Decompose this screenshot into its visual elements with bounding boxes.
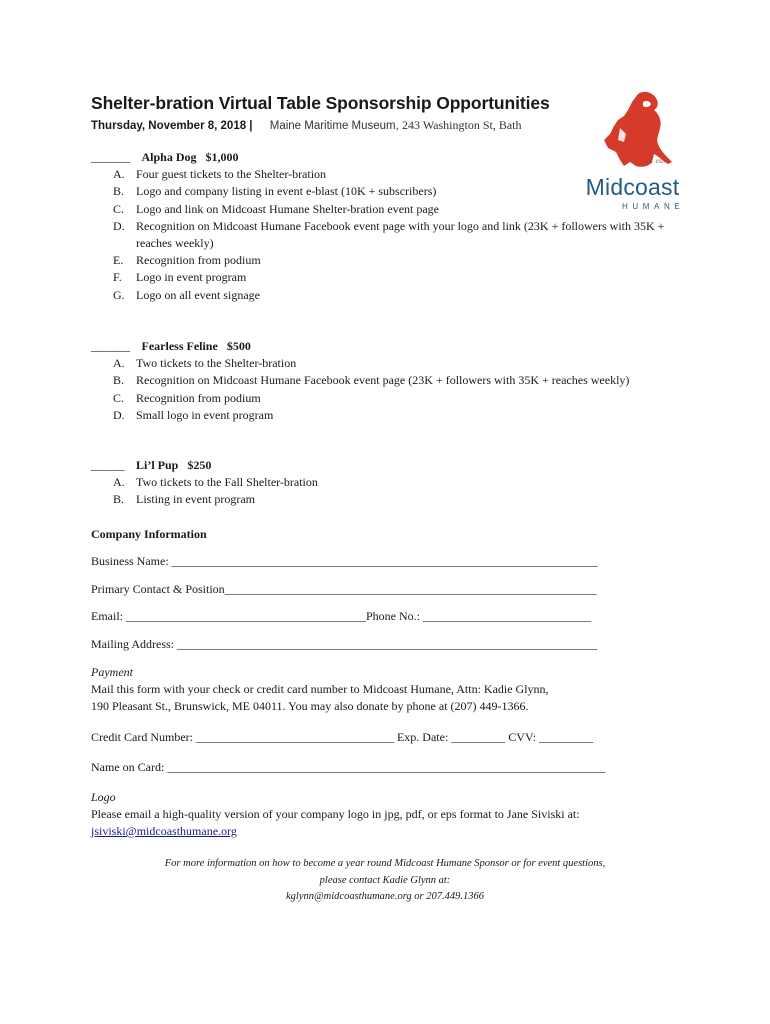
- list-item: [91, 201, 671, 218]
- benefit-list: [91, 166, 671, 304]
- event-venue: Maine Maritime Museum,: [269, 120, 399, 132]
- list-item-text: Four guest tickets to the Shelter-bration: [136, 167, 327, 182]
- logo-subtitle: HUMANE: [622, 202, 685, 211]
- event-date: Thursday, November 8, 2018 |: [91, 120, 253, 132]
- logo-tagline: Est. 1950: [646, 160, 665, 165]
- contact-line: [91, 608, 591, 625]
- mailing-address-field[interactable]: Mailing Address: ______________________________________________________________________: [91, 637, 597, 651]
- logo-wordmark: Midcoast: [585, 174, 680, 200]
- benefit-list: [91, 474, 671, 508]
- payment-heading: Payment: [91, 665, 133, 679]
- event-address: 243 Washington St, Bath: [402, 118, 522, 132]
- credit-card-field[interactable]: Credit Card Number: _________________________________ Exp. Date: _________ CVV: _________: [91, 730, 594, 744]
- list-letter: E.: [113, 253, 124, 268]
- tier-fearless-feline: [91, 338, 671, 424]
- company-info-heading: Company Information: [91, 527, 207, 541]
- tier-lil-pup: [91, 457, 671, 509]
- list-item-text: Logo on all event signage: [136, 287, 260, 302]
- list-item: [91, 166, 671, 183]
- footer-contact: kglynn@midcoasthumane.org or 207.449.1366: [286, 891, 484, 902]
- tier-price: $500: [226, 339, 251, 353]
- list-letter: A.: [113, 167, 125, 182]
- list-letter: G.: [113, 287, 125, 302]
- list-item-text: Logo and link on Midcoast Humane Shelter-bration event page: [136, 201, 440, 216]
- list-letter: C.: [113, 390, 125, 405]
- email-link[interactable]: jsiviski@midcoasthumane.org: [91, 824, 237, 838]
- list-item-text: Recognition from podium: [136, 390, 261, 405]
- tier-name: Li’l Pup: [136, 458, 179, 472]
- list-item-text: Listing in event program: [136, 492, 255, 507]
- tier-price: $1,000: [205, 150, 239, 164]
- list-item: [91, 491, 671, 508]
- list-letter: D.: [113, 218, 125, 233]
- tier-alpha-dog: [91, 149, 671, 304]
- email-field[interactable]: Email: ________________________________________: [91, 609, 366, 623]
- list-letter: F.: [113, 270, 122, 285]
- list-item-text: Two tickets to the Shelter-bration: [136, 356, 297, 371]
- list-item: [91, 372, 671, 389]
- footer-line: please contact Kadie Glynn at:: [319, 874, 451, 886]
- list-letter: A.: [113, 356, 125, 371]
- payment-instructions-line2: 190 Pleasant St., Brunswick, ME 04011. You may also donate by phone at (207) 449-1366.: [91, 699, 529, 713]
- logo-instructions: Please email a high-quality version of your company logo in jpg, pdf, or eps format to Jane Siviski at:: [91, 807, 580, 821]
- tier-heading: [91, 457, 671, 474]
- list-item-text: Two tickets to the Fall Shelter-bration: [136, 475, 318, 490]
- list-item: [91, 252, 671, 269]
- phone-field[interactable]: Phone No.: ____________________________: [366, 609, 591, 623]
- list-item: [91, 407, 671, 424]
- business-name-field[interactable]: Business Name: _______________________________________________________________________: [91, 554, 598, 568]
- list-item: [91, 390, 671, 407]
- footer-line: For more information on how to become a year round Midcoast Humane Sponsor or for event questions,: [164, 858, 606, 869]
- benefit-list: [91, 355, 671, 424]
- list-item-text: Recognition from podium: [136, 253, 261, 268]
- tier-checkbox-line[interactable]: ______: [91, 458, 124, 472]
- footer-note: [91, 856, 679, 906]
- tier-checkbox-line[interactable]: _______: [91, 150, 130, 164]
- name-on-card-field[interactable]: Name on Card: _________________________________________________________________________: [91, 760, 606, 774]
- tier-heading: [91, 149, 671, 166]
- tier-price: $250: [187, 458, 212, 472]
- tier-name: Alpha Dog: [141, 150, 197, 164]
- logo-heading: Logo: [91, 790, 116, 804]
- list-item-text: Logo and company listing in event e-blast (10K + subscribers): [136, 184, 437, 199]
- page-title: Shelter-bration Virtual Table Sponsorship Opportunities: [91, 93, 550, 113]
- list-letter: C.: [113, 201, 125, 216]
- list-item: [91, 269, 671, 286]
- tier-heading: [91, 338, 671, 355]
- list-item: [91, 287, 671, 304]
- list-item-text: Logo in event program: [136, 270, 247, 285]
- event-details: [91, 118, 522, 133]
- list-item: [91, 218, 671, 252]
- list-item-text: Recognition on Midcoast Humane Facebook event page (23K + followers with 35K + reaches weekly): [136, 373, 630, 388]
- list-letter: A.: [113, 475, 125, 490]
- list-letter: D.: [113, 407, 125, 422]
- list-letter: B.: [113, 492, 125, 507]
- list-item: [91, 474, 671, 491]
- primary-contact-field[interactable]: Primary Contact & Position______________________________________________________________: [91, 582, 597, 596]
- list-item-text: Recognition on Midcoast Humane Facebook event page with your logo and link (23K + followers with 35K + reaches weekly): [136, 218, 665, 251]
- list-letter: B.: [113, 373, 125, 388]
- tier-name: Fearless Feline: [141, 339, 218, 353]
- list-item: [91, 183, 671, 200]
- list-item-text: Small logo in event program: [136, 407, 274, 422]
- list-item: [91, 355, 671, 372]
- tier-checkbox-line[interactable]: _______: [91, 339, 130, 353]
- list-letter: B.: [113, 184, 125, 199]
- payment-instructions-line1: Mail this form with your check or credit card number to Midcoast Humane, Attn: Kadie Glynn,: [91, 682, 549, 696]
